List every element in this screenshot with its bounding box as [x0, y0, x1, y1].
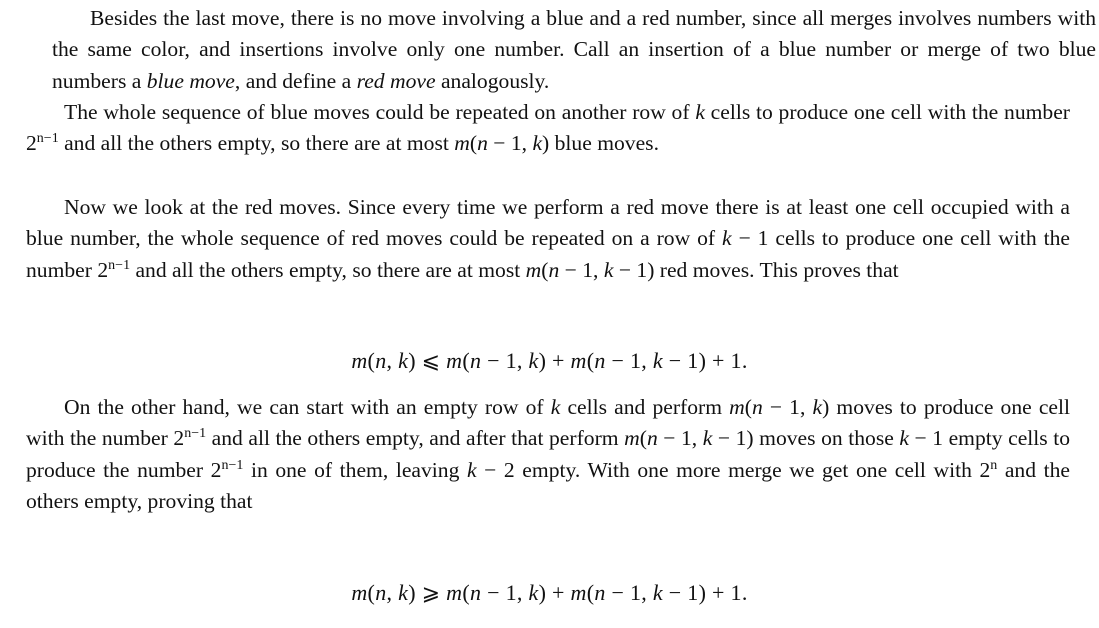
math-variable: k — [603, 257, 614, 282]
text-run: ) blue moves. — [542, 131, 659, 156]
math-variable: m — [570, 580, 587, 605]
math-variable: m — [351, 580, 368, 605]
math-variable: k — [899, 426, 909, 451]
math-variable: k — [812, 395, 823, 419]
text-run: and the others empty, proving that — [26, 457, 1070, 514]
text-run: − 1) + 1. — [663, 348, 748, 373]
math-variable: m — [570, 348, 587, 373]
text-run: − 1, — [481, 348, 529, 373]
text-run: − 1, — [605, 580, 653, 605]
math-variable: red move — [356, 68, 436, 93]
math-variable: k — [695, 100, 705, 124]
math-variable: n — [375, 348, 387, 373]
math-variable: n — [375, 580, 387, 605]
text-run: − 1, — [762, 395, 813, 419]
equation-lower-bound — [0, 580, 1099, 606]
math-variable: n — [470, 348, 482, 373]
text-run: ( — [586, 580, 595, 605]
math-variable: k — [398, 580, 409, 605]
math-variable: m — [454, 131, 470, 156]
math-variable: n — [646, 426, 658, 451]
superscript: n−1 — [108, 257, 131, 273]
text-run: ) ⩾ — [408, 580, 447, 605]
math-variable: n — [594, 348, 606, 373]
math-variable: n — [470, 580, 482, 605]
math-variable: k — [532, 131, 543, 156]
text-run: and all the others empty, so there are at most — [130, 257, 526, 282]
equation-upper-bound — [0, 348, 1099, 374]
math-variable: k — [528, 348, 539, 373]
math-variable: m — [446, 580, 463, 605]
math-variable: k — [652, 348, 663, 373]
math-variable: k — [466, 457, 477, 482]
text-run: − 1) + 1. — [663, 580, 748, 605]
text-run: On the other hand, we can start with an empty row of — [64, 395, 551, 419]
text-run: in one of them, leaving — [243, 457, 467, 482]
text-run: , — [386, 348, 399, 373]
text-run: Now we look at the red moves. Since every time we perform a red move there is at least one cell occupied with a blue number, the whole sequence of red moves could be repeated on a row of — [26, 195, 1070, 251]
math-variable: k — [722, 226, 732, 251]
superscript: n−1 — [36, 131, 59, 147]
math-variable: k — [652, 580, 663, 605]
text-run: ( — [586, 348, 595, 373]
math-variable: m — [351, 348, 368, 373]
paragraph-1 — [52, 3, 1096, 97]
text-run: − 1, — [657, 426, 703, 451]
text-run: ( — [462, 348, 470, 373]
paragraph-4 — [26, 392, 1070, 518]
superscript: n — [990, 457, 998, 473]
text-run: ( — [367, 348, 376, 373]
text-run: − 2 empty. With one more merge we get one cell with 2 — [476, 457, 991, 482]
text-run: − 1) red moves. This proves that — [613, 257, 899, 282]
math-variable: n — [751, 395, 763, 419]
math-variable: k — [702, 426, 713, 451]
math-variable: k — [550, 395, 561, 419]
text-run: − 1 empty cells to produce the number 2 — [26, 426, 1071, 482]
text-run: ) ⩽ — [408, 348, 447, 373]
text-run: ) moves to produce one cell with the number 2 — [26, 395, 1071, 451]
text-run: ( — [469, 131, 478, 156]
text-run: ( — [462, 580, 470, 605]
text-run: The whole sequence of blue moves could be repeated on another row of — [64, 100, 696, 124]
math-variable: n — [548, 257, 560, 282]
math-variable: blue move — [146, 68, 235, 93]
text-run: ) + — [538, 348, 571, 373]
text-run: − 1, — [481, 580, 529, 605]
text-run: ( — [744, 395, 752, 419]
text-run: ( — [639, 426, 647, 451]
text-run: − 1, — [605, 348, 653, 373]
text-run: , — [386, 580, 399, 605]
text-run: analogously. — [435, 68, 550, 93]
math-variable: m — [729, 395, 745, 419]
text-run: , and define a — [234, 68, 357, 93]
math-variable: m — [446, 348, 463, 373]
text-run: and all the others empty, so there are at most — [58, 131, 455, 156]
text-run: − 1) moves on those — [712, 426, 900, 451]
superscript: n−1 — [184, 426, 207, 442]
text-run: ( — [367, 580, 376, 605]
paragraph-2 — [26, 97, 1070, 160]
math-variable: n — [594, 580, 606, 605]
superscript: n−1 — [221, 457, 244, 473]
text-run: ) + — [538, 580, 571, 605]
math-variable: n — [477, 131, 488, 156]
math-variable: m — [525, 257, 542, 282]
text-run: − 1, — [559, 257, 604, 282]
text-run: cells to produce one cell with the number 2 — [26, 100, 1070, 156]
text-run: Besides the last move, there is no move involving a blue and a red number, since all merges involves numbers with the same color, and insertions involve only one number. Call an insertion of a blue number or merge of two blue numbers a — [52, 6, 1096, 93]
text-run: − 1 cells to produce one cell with the number 2 — [26, 226, 1070, 282]
text-run: and all the others empty, and after that perform — [206, 426, 625, 451]
math-variable: k — [528, 580, 539, 605]
text-run: − 1, — [487, 131, 533, 156]
text-run: cells and perform — [560, 395, 730, 419]
text-run: ( — [541, 257, 549, 282]
math-variable: m — [624, 426, 640, 451]
paragraph-3 — [26, 192, 1070, 286]
math-variable: k — [398, 348, 409, 373]
